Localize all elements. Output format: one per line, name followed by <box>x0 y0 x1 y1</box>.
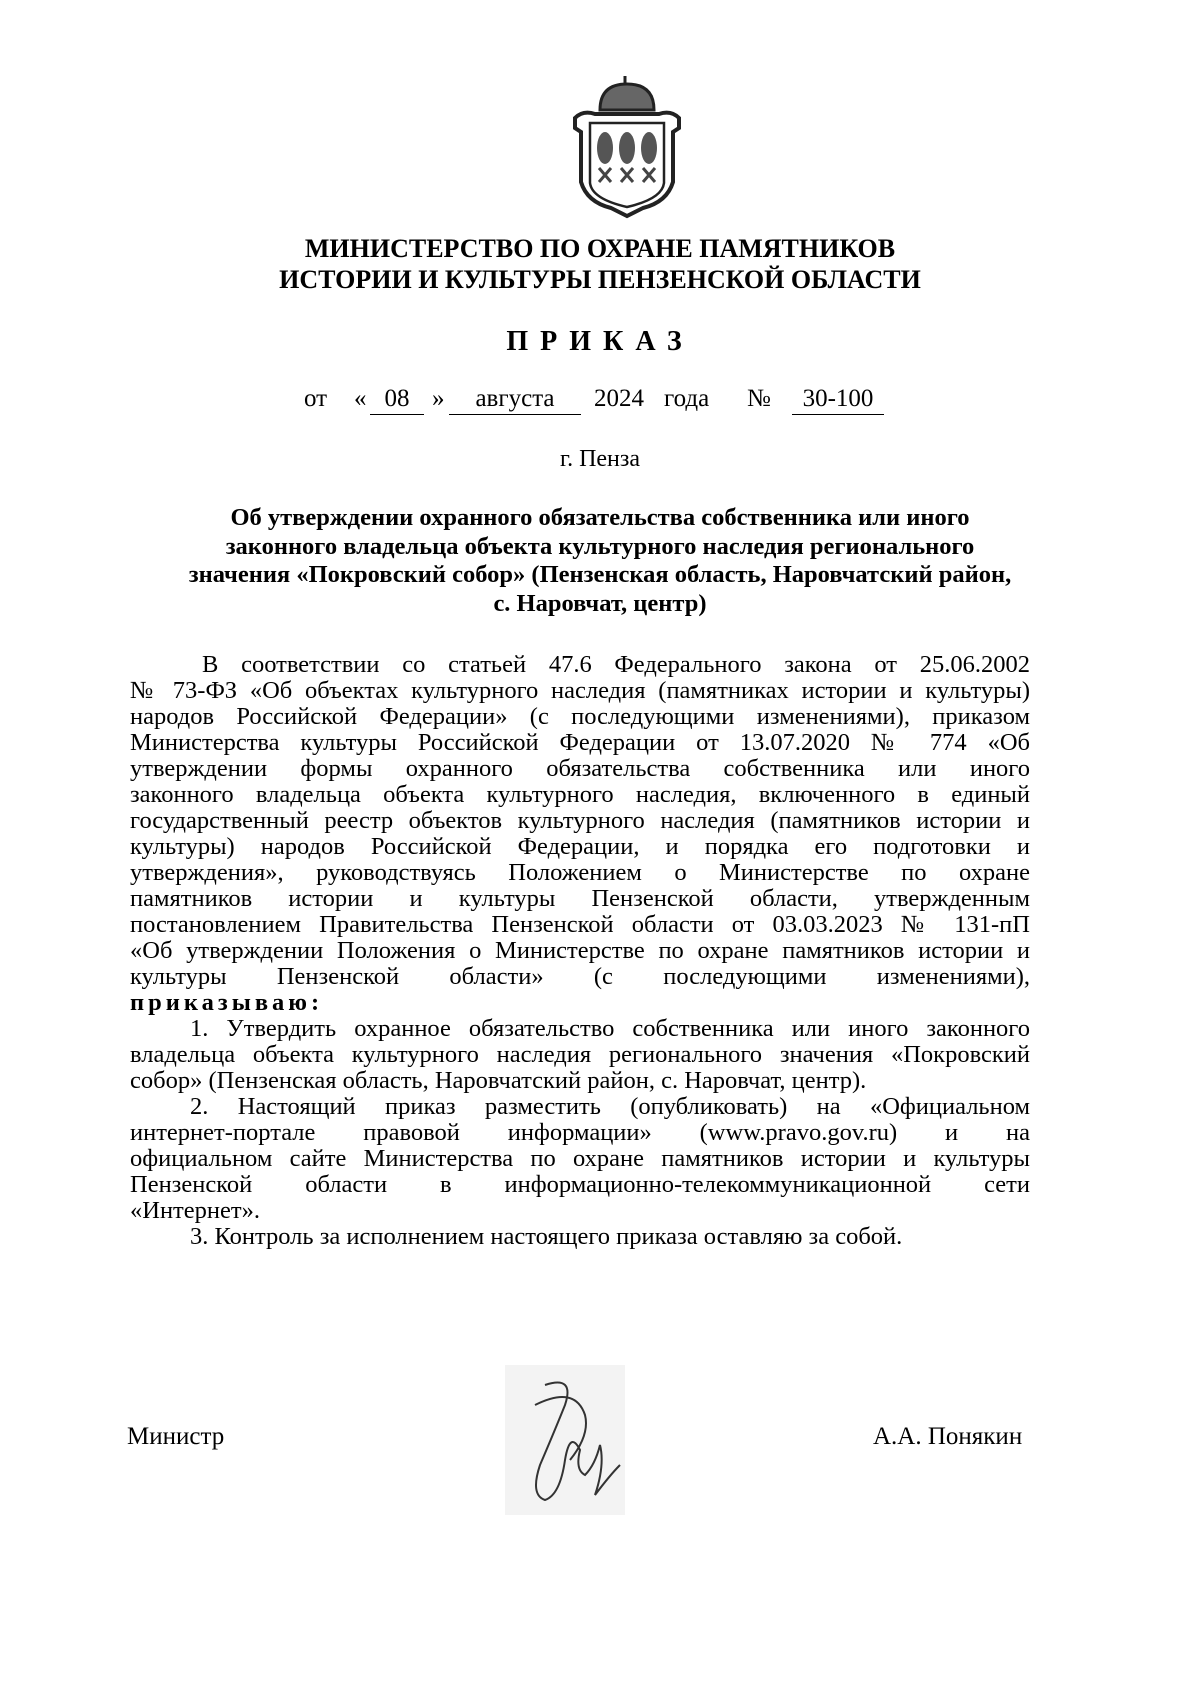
preamble-line: № 73-ФЗ «Об объектах культурного наследия (памятниках истории и культуры) <box>130 677 1030 704</box>
preamble-line: государственный реестр объектов культурного наследия (памятников истории и <box>130 807 1030 834</box>
item-line: собор» (Пензенская область, Наровчатский район, с. Наровчат, центр). <box>130 1067 867 1094</box>
item-line: официальном сайте Министерства по охране памятников истории и культуры <box>130 1145 1030 1172</box>
city: г. Пенза <box>559 446 641 472</box>
document-body <box>130 652 1030 1250</box>
preamble-line: утверждении формы охранного обязательства собственника или иного <box>130 755 1030 782</box>
ministry-name <box>0 233 1200 295</box>
coat-of-arms-emblem <box>565 68 690 223</box>
date-year-word: года <box>664 385 710 412</box>
ministry-name-line: МИНИСТЕРСТВО ПО ОХРАНЕ ПАМЯТНИКОВ <box>304 234 896 263</box>
item-line: Пензенской области в информационно-телекоммуникационной сети <box>130 1171 1030 1198</box>
order-title <box>0 504 1200 618</box>
date-month: августа <box>449 385 581 415</box>
ministry-name-line: ИСТОРИИ И КУЛЬТУРЫ ПЕНЗЕНСКОЙ ОБЛАСТИ <box>279 265 921 294</box>
number-sign: № <box>747 385 771 412</box>
item-line: 1. Утвердить охранное обязательство собственника или иного законного <box>190 1015 1030 1042</box>
date-year: 2024 <box>594 385 644 412</box>
item-line: 2. Настоящий приказ разместить (опубликовать) на «Официальном <box>190 1093 1030 1120</box>
item-line: интернет-портале правовой информации» (www.pravo.gov.ru) и на <box>130 1119 1030 1146</box>
document-type: ПРИКАЗ <box>506 326 694 357</box>
order-number: 30-100 <box>792 385 884 415</box>
date-day: 08 <box>370 385 424 415</box>
date-from-label: от <box>304 385 328 412</box>
title-line: значения «Покровский собор» (Пензенская область, Наровчатский район, <box>188 561 1012 588</box>
preamble-line: «Об утверждении Положения о Министерстве по охране памятников истории и <box>130 937 1030 964</box>
title-line: с. Наровчат, центр) <box>493 589 707 617</box>
signatory-name: А.А. Понякин <box>873 1423 1023 1450</box>
preamble-line: законного владельца объекта культурного наследия, включенного в единый <box>130 781 1030 808</box>
preamble-line: народов Российской Федерации» (с последующими изменениями), приказом <box>130 703 1030 730</box>
preamble-line: Министерства культуры Российской Федерации от 13.07.2020 № 774 «Об <box>130 729 1030 756</box>
preamble-line: культуры Пензенской области» (с последующими изменениями), <box>130 963 1030 990</box>
item-line: «Интернет». <box>130 1197 260 1224</box>
preamble-line: постановлением Правительства Пензенской области от 03.03.2023 № 131-пП <box>130 911 1030 938</box>
preamble-line: культуры) народов Российской Федерации, и порядка его подготовки и <box>130 833 1030 860</box>
title-line: Об утверждении охранного обязательства собственника или иного <box>230 504 970 531</box>
handwritten-signature <box>505 1365 625 1515</box>
preamble-line: В соответствии со статьей 47.6 Федерального закона от 25.06.2002 <box>202 651 1030 678</box>
order-word: приказываю: <box>130 989 324 1016</box>
date-close-quote: » <box>432 385 445 412</box>
preamble-line: памятников истории и культуры Пензенской области, утвержденным <box>130 885 1030 912</box>
item-line: 3. Контроль за исполнением настоящего приказа оставляю за собой. <box>190 1223 903 1250</box>
preamble-line: утверждения», руководствуясь Положением о Министерстве по охране <box>130 859 1030 886</box>
signatory-position: Министр <box>127 1423 225 1450</box>
title-line: законного владельца объекта культурного наследия регионального <box>225 532 975 560</box>
date-open-quote: « <box>354 385 367 412</box>
item-line: владельца объекта культурного наследия регионального значения «Покровский <box>130 1041 1030 1068</box>
